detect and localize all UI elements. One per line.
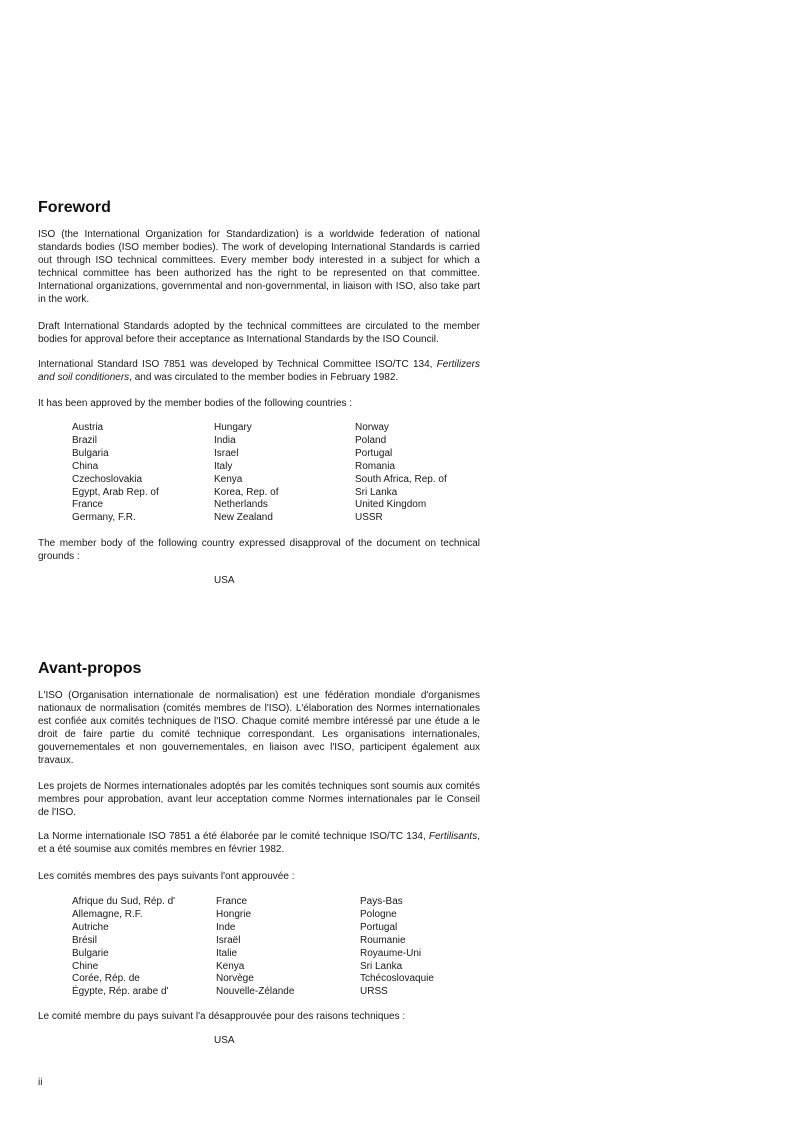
foreword-country-column-1 xyxy=(72,422,212,525)
avant-propos-para-3-text-b: , et a été soumise aux comités membres en février 1982. xyxy=(38,831,480,855)
country-item: Afrique du Sud, Rép. d' xyxy=(72,896,176,907)
country-item: Israël xyxy=(216,934,241,946)
avant-propos-para-3 xyxy=(38,830,480,856)
country-item: Tchécoslovaquie xyxy=(360,973,434,985)
country-item: United Kingdom xyxy=(355,499,427,511)
country-item: India xyxy=(214,434,236,446)
country-item: Chine xyxy=(72,960,99,972)
country-item: China xyxy=(72,460,99,472)
country-item: Allemagne, R.F. xyxy=(72,908,143,920)
country-item: Portugal xyxy=(360,921,398,933)
foreword-para-3-text-a: International Standard ISO 7851 was developed by Technical Committee ISO/TC 134, xyxy=(38,359,437,370)
page-number: ii xyxy=(38,1077,43,1088)
country-item: Bulgaria xyxy=(72,447,109,459)
foreword-para-1: ISO (the International Organization for Standardization) is a worldwide federation of national standards bodies (ISO member bodies). The work of developing International Standards is carried out through ISO technical committees. Every member body interested in a subject for which a technical committee has been authorized has the right to be represented on that committee. International organizations, governmental and non-governmental, in liaison with ISO, also take part in the work. xyxy=(38,229,480,305)
avant-propos-country-column-2 xyxy=(216,896,356,999)
country-item: Brésil xyxy=(72,934,98,946)
country-item: Égypte, Rép. arabe d' xyxy=(72,986,169,998)
country-item: Royaume-Uni xyxy=(360,947,422,959)
avant-propos-para-3-text-a: La Norme internationale ISO 7851 a été élaborée par le comité technique ISO/TC 134, xyxy=(38,831,429,842)
foreword-approved-intro: It has been approved by the member bodies of the following countries : xyxy=(38,398,353,409)
country-item: URSS xyxy=(360,986,388,998)
avant-propos-country-column-1 xyxy=(72,896,212,999)
avant-propos-disapproval-country: USA xyxy=(214,1035,235,1046)
avant-propos-approved-intro: Les comités membres des pays suivants l'ont approuvée : xyxy=(38,871,295,882)
country-item: Hongrie xyxy=(216,908,252,920)
country-item: Sri Lanka xyxy=(360,960,403,972)
country-item: Kenya xyxy=(216,960,245,972)
country-item: Brazil xyxy=(72,434,98,446)
country-item: Romania xyxy=(355,460,396,472)
country-item: South Africa, Rep. of xyxy=(355,473,447,485)
country-item: Norway xyxy=(355,422,389,433)
country-item: Sri Lanka xyxy=(355,486,398,498)
country-item: Inde xyxy=(216,921,236,933)
foreword-para-2: Draft International Standards adopted by the technical committees are circulated to the member bodies for approval before their acceptance as International Standards by the ISO Council. xyxy=(38,321,480,345)
country-item: Czechoslovakia xyxy=(72,473,143,485)
country-item: Egypt, Arab Rep. of xyxy=(72,486,159,498)
country-item: Germany, F.R. xyxy=(72,512,136,524)
country-item: Austria xyxy=(72,422,104,433)
country-item: Italy xyxy=(214,460,233,472)
foreword-disapproval-country: USA xyxy=(214,575,235,586)
country-item: Nouvelle-Zélande xyxy=(216,986,295,998)
country-item: Netherlands xyxy=(214,499,268,511)
country-item: USSR xyxy=(355,512,383,524)
foreword-committee-title: Fertilizers and soil conditioners xyxy=(38,359,480,383)
foreword-para-3-text-b: , and was circulated to the member bodies in February 1982. xyxy=(129,372,399,383)
country-item: Portugal xyxy=(355,447,393,459)
country-item: Autriche xyxy=(72,921,109,933)
country-item: Norvège xyxy=(216,973,254,985)
avant-propos-country-column-3 xyxy=(360,896,500,999)
country-item: Korea, Rep. of xyxy=(214,486,279,498)
avant-propos-para-1: L'ISO (Organisation internationale de normalisation) est une fédération mondiale d'organismes nationaux de normalisation (comités membres de l'ISO). L'élaboration des Normes internationales est confiée aux comités techniques de l'ISO. Chaque comité membre intéressé par une étude a le droit de faire partie du comité technique correspondant. Les organisations internationales, gouvernementales et non gouvernementales, en liaison avec l'ISO, participent également aux travaux. xyxy=(38,690,480,766)
foreword-disapproval: The member body of the following country expressed disapproval of the document on technical grounds : xyxy=(38,538,480,562)
country-item: France xyxy=(216,896,248,907)
country-item: Pays-Bas xyxy=(360,896,403,907)
foreword-heading: Foreword xyxy=(38,199,111,216)
foreword-para-3 xyxy=(38,358,480,384)
country-item: Israel xyxy=(214,447,239,459)
avant-propos-disapproval: Le comité membre du pays suivant l'a désapprouvée pour des raisons techniques : xyxy=(38,1011,406,1022)
country-item: New Zealand xyxy=(214,512,273,524)
country-item: Italie xyxy=(216,947,238,959)
foreword-country-column-2 xyxy=(214,422,354,525)
avant-propos-para-2: Les projets de Normes internationales adoptés par les comités techniques sont soumis aux comités membres pour approbation, avant leur acceptation comme Normes internationales par le Conseil de l'ISO. xyxy=(38,781,480,818)
country-item: Roumanie xyxy=(360,934,406,946)
avant-propos-heading: Avant-propos xyxy=(38,660,142,677)
country-item: Pologne xyxy=(360,908,397,920)
country-item: Kenya xyxy=(214,473,243,485)
country-item: France xyxy=(72,499,104,511)
country-item: Bulgarie xyxy=(72,947,109,959)
foreword-country-column-3 xyxy=(355,422,495,525)
avant-propos-committee-title: Fertilisants xyxy=(428,831,478,842)
country-item: Corée, Rép. de xyxy=(72,973,140,985)
country-item: Hungary xyxy=(214,422,252,433)
country-item: Poland xyxy=(355,434,387,446)
